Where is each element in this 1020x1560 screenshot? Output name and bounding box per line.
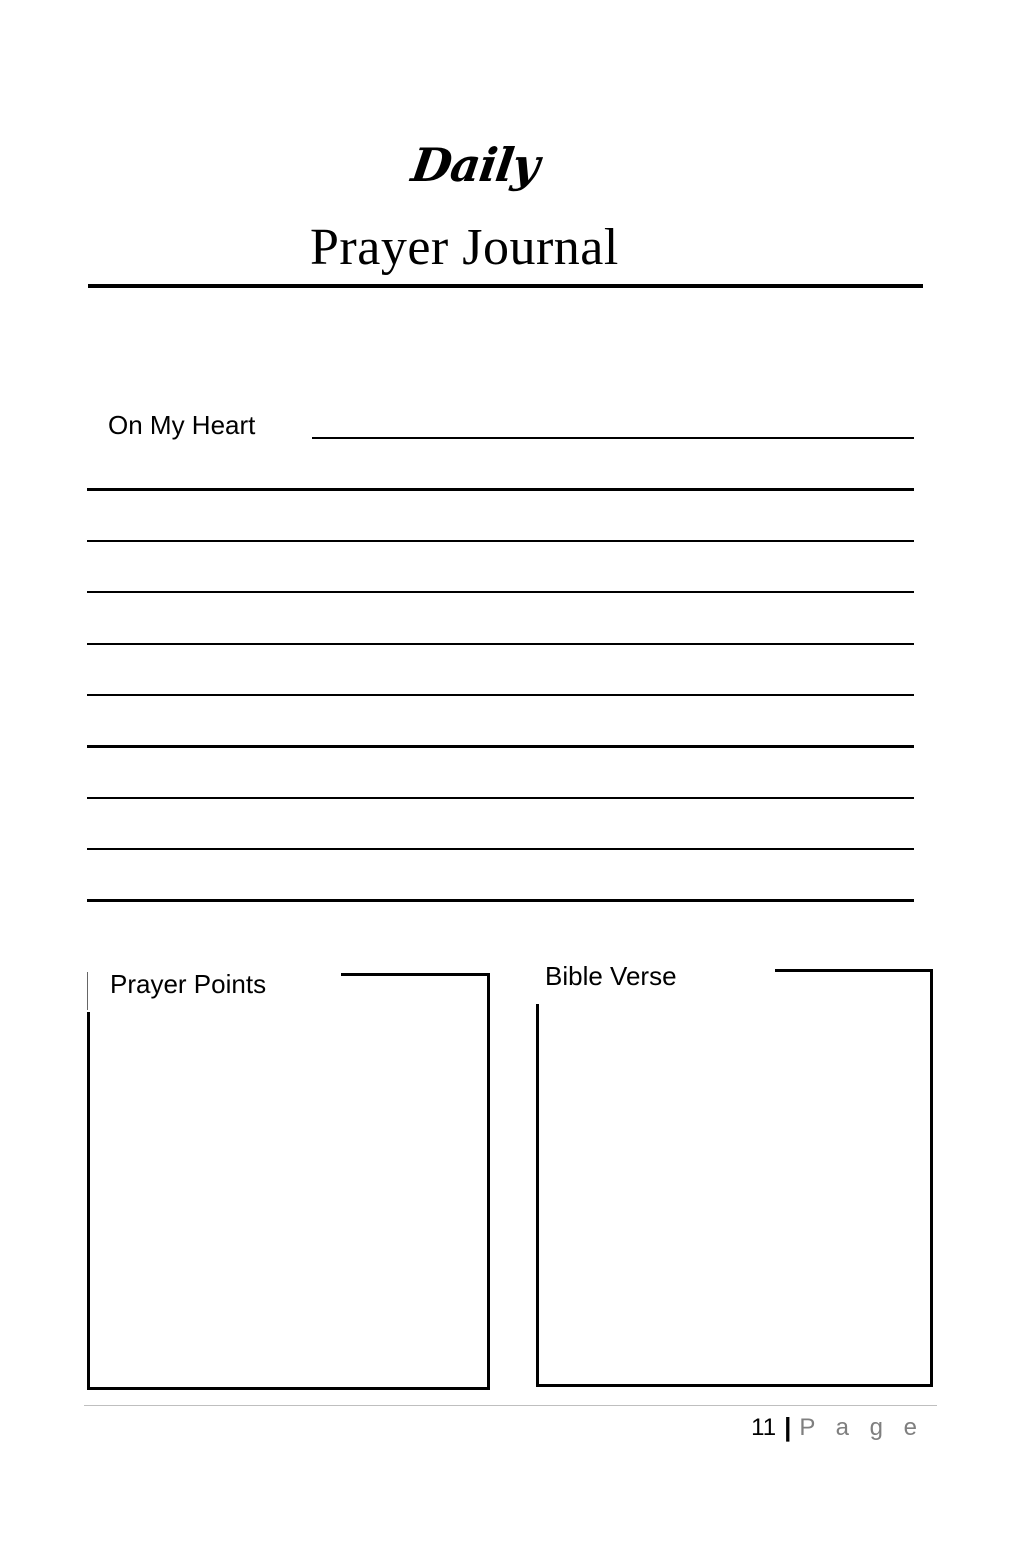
bible-verse-label: Bible Verse (545, 961, 677, 991)
writing-line[interactable] (87, 591, 914, 593)
on-my-heart-label: On My Heart (108, 410, 256, 440)
prayer-points-frame (87, 975, 490, 1390)
prayer-points-left-stub (87, 972, 88, 1010)
page-footer (751, 1412, 924, 1443)
bible-verse-top-rule (775, 969, 933, 972)
prayer-points-top-rule (341, 973, 490, 976)
writing-line[interactable] (87, 797, 914, 799)
footer-rule (84, 1405, 937, 1406)
writing-line[interactable] (87, 899, 914, 902)
writing-line[interactable] (87, 643, 914, 645)
prayer-points-label: Prayer Points (110, 969, 267, 999)
footer-separator: | (784, 1412, 792, 1442)
on-my-heart-first-line[interactable] (312, 437, 914, 439)
writing-line[interactable] (87, 694, 914, 696)
writing-line[interactable] (87, 848, 914, 850)
title-underline (88, 284, 923, 288)
writing-line[interactable] (87, 540, 914, 542)
prayer-points-left-rule (87, 1012, 90, 1388)
script-title: Daily (408, 138, 543, 192)
writing-line[interactable] (87, 488, 914, 491)
page-title: Prayer Journal (310, 219, 619, 276)
page-number: 11 (751, 1413, 777, 1441)
bible-verse-left-rule (536, 1004, 539, 1387)
writing-line[interactable] (87, 745, 914, 748)
bible-verse-frame (537, 972, 933, 1387)
page-word: P a g e (799, 1413, 924, 1441)
